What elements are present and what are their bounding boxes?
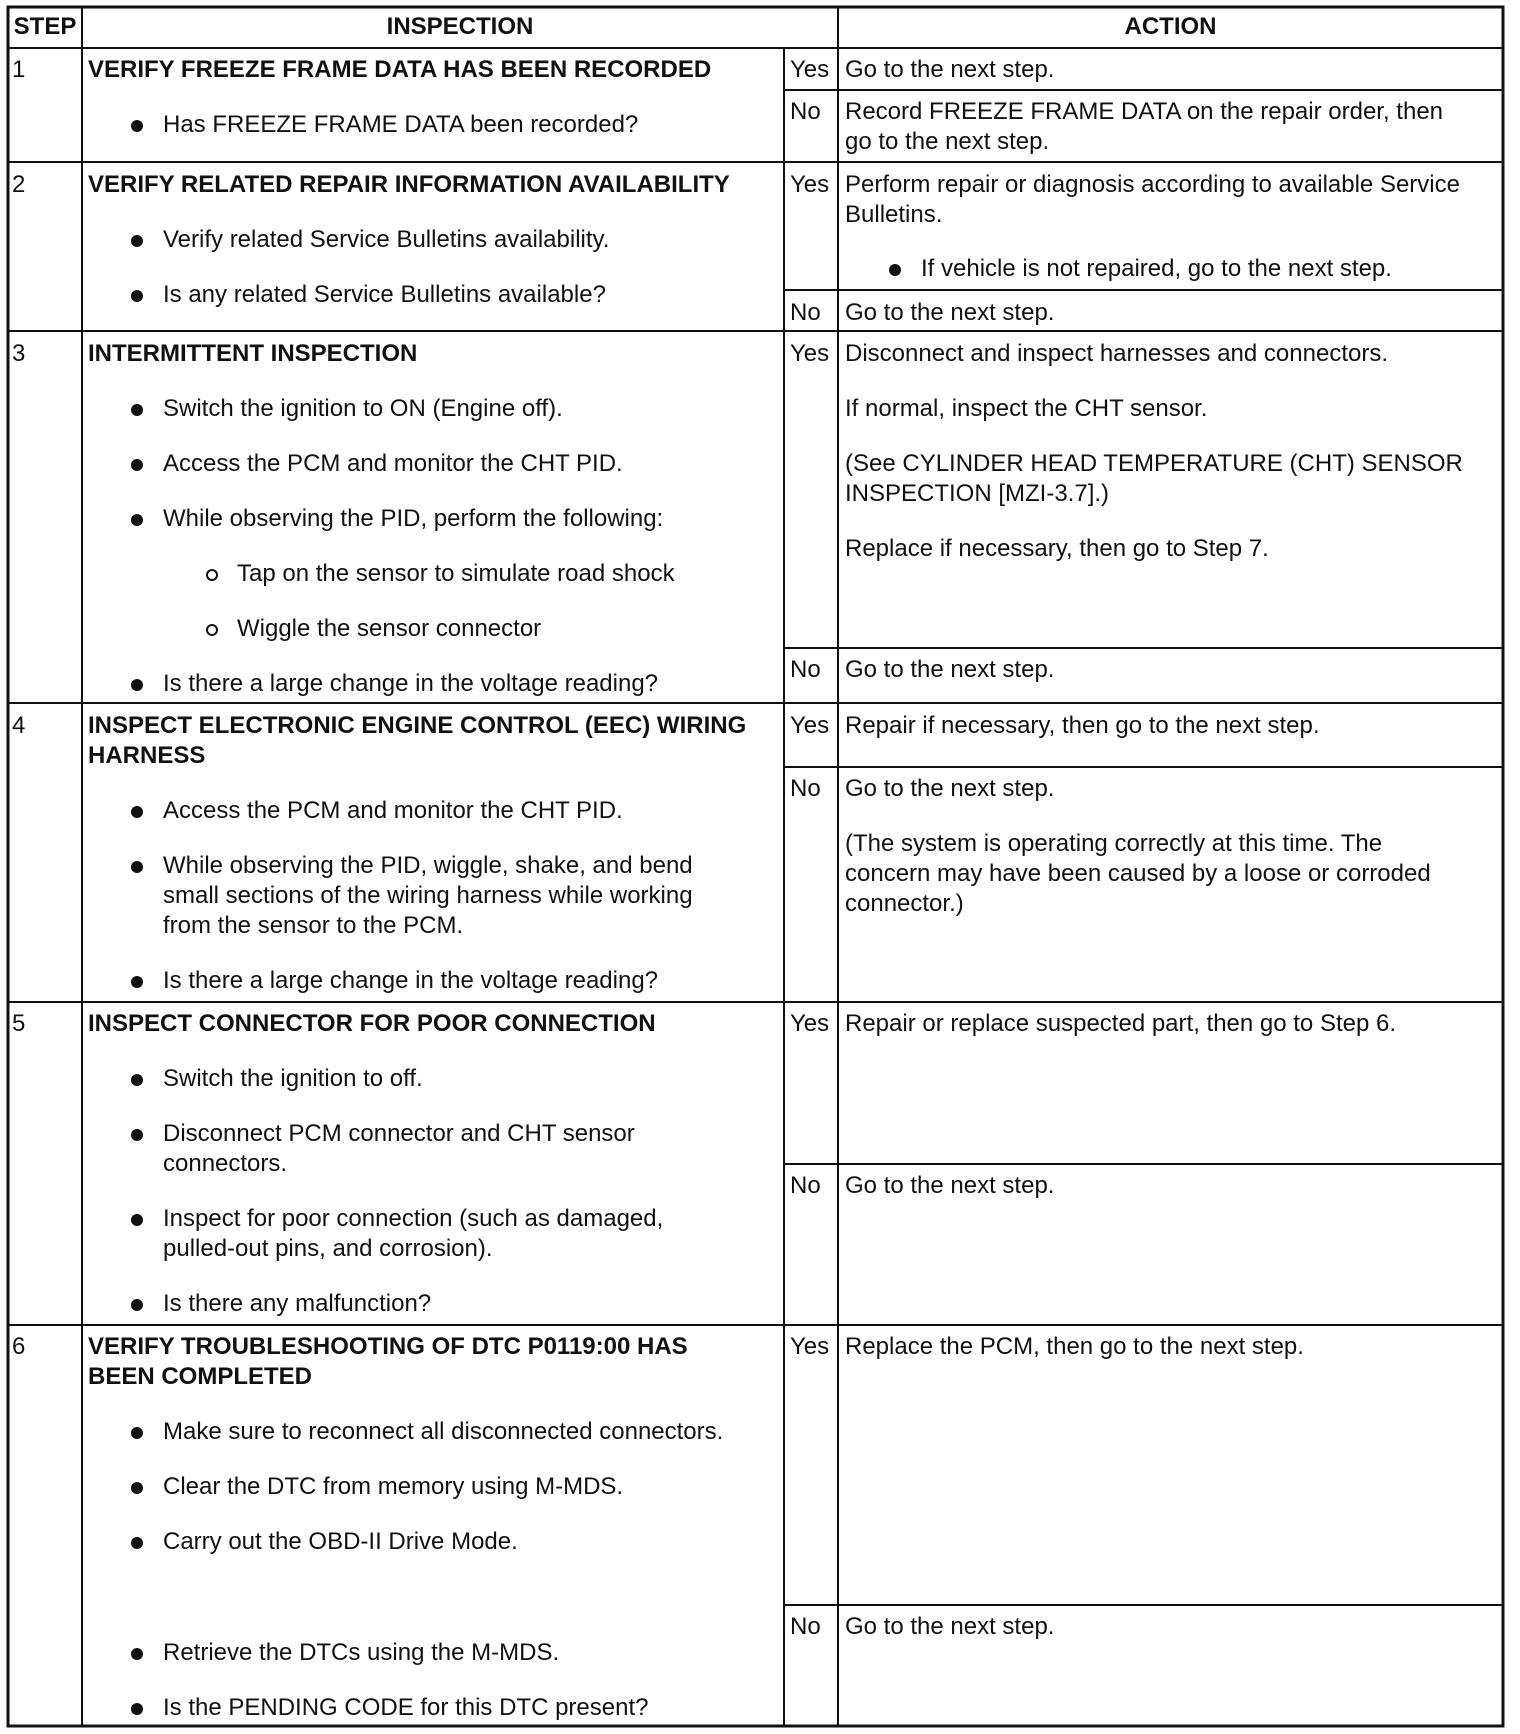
yes-label: Yes bbox=[790, 340, 830, 367]
step-title: VERIFY FREEZE FRAME DATA HAS BEEN RECORDED bbox=[88, 56, 712, 83]
bullet-icon bbox=[131, 235, 143, 247]
inspection-bullet: Is there a large change in the voltage reading? bbox=[163, 967, 659, 994]
bullet-icon bbox=[131, 679, 143, 691]
step-title: INSPECT CONNECTOR FOR POOR CONNECTION bbox=[88, 1010, 656, 1037]
bullet-icon bbox=[131, 459, 143, 471]
bullet-icon bbox=[131, 1482, 143, 1494]
no-label: No bbox=[790, 1613, 821, 1640]
bullet-icon bbox=[131, 404, 143, 416]
inspection-bullet: Is there a large change in the voltage reading? bbox=[163, 670, 659, 697]
yes-action: Disconnect and inspect harnesses and connectors. bbox=[845, 340, 1388, 367]
yes-label: Yes bbox=[790, 56, 830, 83]
yes-action: Bulletins. bbox=[845, 201, 943, 228]
no-action: go to the next step. bbox=[845, 128, 1050, 155]
inspection-bullet: pulled-out pins, and corrosion). bbox=[163, 1235, 493, 1262]
yes-label: Yes bbox=[790, 1333, 830, 1360]
bullet-icon bbox=[131, 976, 143, 988]
step-title: BEEN COMPLETED bbox=[88, 1363, 313, 1390]
header-action: ACTION bbox=[1124, 13, 1217, 40]
no-action: Go to the next step. bbox=[845, 775, 1055, 802]
no-label: No bbox=[790, 98, 821, 125]
no-action: Record FREEZE FRAME DATA on the repair order, then bbox=[845, 98, 1444, 125]
inspection-bullet: Inspect for poor connection (such as damaged, bbox=[163, 1205, 664, 1232]
no-label: No bbox=[790, 299, 821, 326]
no-label: No bbox=[790, 656, 821, 683]
no-action: (The system is operating correctly at this time. The bbox=[845, 830, 1383, 857]
yes-action: INSPECTION [MZI-3.7].) bbox=[845, 480, 1110, 507]
inspection-bullet: connectors. bbox=[163, 1150, 288, 1177]
bullet-icon bbox=[131, 1129, 143, 1141]
inspection-bullet: Retrieve the DTCs using the M-MDS. bbox=[163, 1639, 560, 1666]
bullet-icon bbox=[131, 1703, 143, 1715]
inspection-bullet: While observing the PID, wiggle, shake, and bend bbox=[163, 852, 693, 879]
no-label: No bbox=[790, 1172, 821, 1199]
step-number: 3 bbox=[12, 340, 26, 367]
yes-action: Perform repair or diagnosis according to available Service bbox=[845, 171, 1460, 198]
inspection-bullet: Is the PENDING CODE for this DTC present? bbox=[163, 1694, 649, 1721]
inspection-bullet: Switch the ignition to off. bbox=[163, 1065, 423, 1092]
step-title: INSPECT ELECTRONIC ENGINE CONTROL (EEC) WIRING bbox=[88, 712, 747, 739]
yes-action: Go to the next step. bbox=[845, 56, 1055, 83]
yes-action: Repair or replace suspected part, then go to Step 6. bbox=[845, 1010, 1397, 1037]
inspection-bullet: Disconnect PCM connector and CHT sensor bbox=[163, 1120, 635, 1147]
bullet-icon bbox=[131, 1214, 143, 1226]
inspection-sub-bullet: Tap on the sensor to simulate road shock bbox=[237, 560, 675, 587]
inspection-bullet: Carry out the OBD-II Drive Mode. bbox=[163, 1528, 518, 1555]
bullet-icon bbox=[131, 120, 143, 132]
yes-label: Yes bbox=[790, 171, 830, 198]
step-title: VERIFY RELATED REPAIR INFORMATION AVAILABILITY bbox=[88, 171, 730, 198]
no-action: concern may have been caused by a loose or corroded bbox=[845, 860, 1431, 887]
step-title: VERIFY TROUBLESHOOTING OF DTC P0119:00 HAS bbox=[88, 1333, 688, 1360]
inspection-bullet: Access the PCM and monitor the CHT PID. bbox=[163, 797, 623, 824]
no-action: Go to the next step. bbox=[845, 299, 1055, 326]
inspection-bullet: Is any related Service Bulletins available? bbox=[163, 281, 606, 308]
step-number: 6 bbox=[12, 1333, 26, 1360]
inspection-bullet: small sections of the wiring harness while working bbox=[163, 882, 693, 909]
no-label: No bbox=[790, 775, 821, 802]
yes-label: Yes bbox=[790, 712, 830, 739]
yes-label: Yes bbox=[790, 1010, 830, 1037]
step-number: 5 bbox=[12, 1010, 26, 1037]
inspection-bullet: Switch the ignition to ON (Engine off). bbox=[163, 395, 563, 422]
bullet-icon bbox=[131, 1537, 143, 1549]
yes-action: (See CYLINDER HEAD TEMPERATURE (CHT) SENSOR bbox=[845, 450, 1463, 477]
no-action: connector.) bbox=[845, 890, 964, 917]
bullet-icon bbox=[131, 290, 143, 302]
inspection-bullet: Make sure to reconnect all disconnected connectors. bbox=[163, 1418, 724, 1445]
yes-action-bullet: If vehicle is not repaired, go to the next step. bbox=[921, 255, 1392, 282]
yes-action: Replace if necessary, then go to Step 7. bbox=[845, 535, 1269, 562]
inspection-bullet: While observing the PID, perform the following: bbox=[163, 505, 664, 532]
step-title: INTERMITTENT INSPECTION bbox=[88, 340, 418, 367]
bullet-icon bbox=[131, 1074, 143, 1086]
sub-bullet-icon bbox=[206, 569, 218, 581]
step-number: 2 bbox=[12, 171, 26, 198]
yes-action: If normal, inspect the CHT sensor. bbox=[845, 395, 1208, 422]
yes-action: Repair if necessary, then go to the next step. bbox=[845, 712, 1320, 739]
inspection-bullet: Verify related Service Bulletins availability. bbox=[163, 226, 610, 253]
bullet-icon bbox=[131, 1299, 143, 1311]
step-number: 4 bbox=[12, 712, 26, 739]
header-step: STEP bbox=[13, 13, 77, 40]
bullet-icon bbox=[889, 264, 901, 276]
yes-action: Replace the PCM, then go to the next step. bbox=[845, 1333, 1304, 1360]
bullet-icon bbox=[131, 806, 143, 818]
inspection-bullet: from the sensor to the PCM. bbox=[163, 912, 464, 939]
bullet-icon bbox=[131, 1648, 143, 1660]
no-action: Go to the next step. bbox=[845, 656, 1055, 683]
step-title: HARNESS bbox=[88, 742, 206, 769]
no-action: Go to the next step. bbox=[845, 1613, 1055, 1640]
inspection-bullet: Clear the DTC from memory using M-MDS. bbox=[163, 1473, 624, 1500]
step-number: 1 bbox=[12, 56, 26, 83]
inspection-bullet: Access the PCM and monitor the CHT PID. bbox=[163, 450, 623, 477]
bullet-icon bbox=[131, 1427, 143, 1439]
no-action: Go to the next step. bbox=[845, 1172, 1055, 1199]
bullet-icon bbox=[131, 861, 143, 873]
sub-bullet-icon bbox=[206, 624, 218, 636]
inspection-bullet: Is there any malfunction? bbox=[163, 1290, 432, 1317]
inspection-bullet: Has FREEZE FRAME DATA been recorded? bbox=[163, 111, 639, 138]
bullet-icon bbox=[131, 514, 143, 526]
inspection-sub-bullet: Wiggle the sensor connector bbox=[237, 615, 542, 642]
header-inspection: INSPECTION bbox=[386, 13, 534, 40]
